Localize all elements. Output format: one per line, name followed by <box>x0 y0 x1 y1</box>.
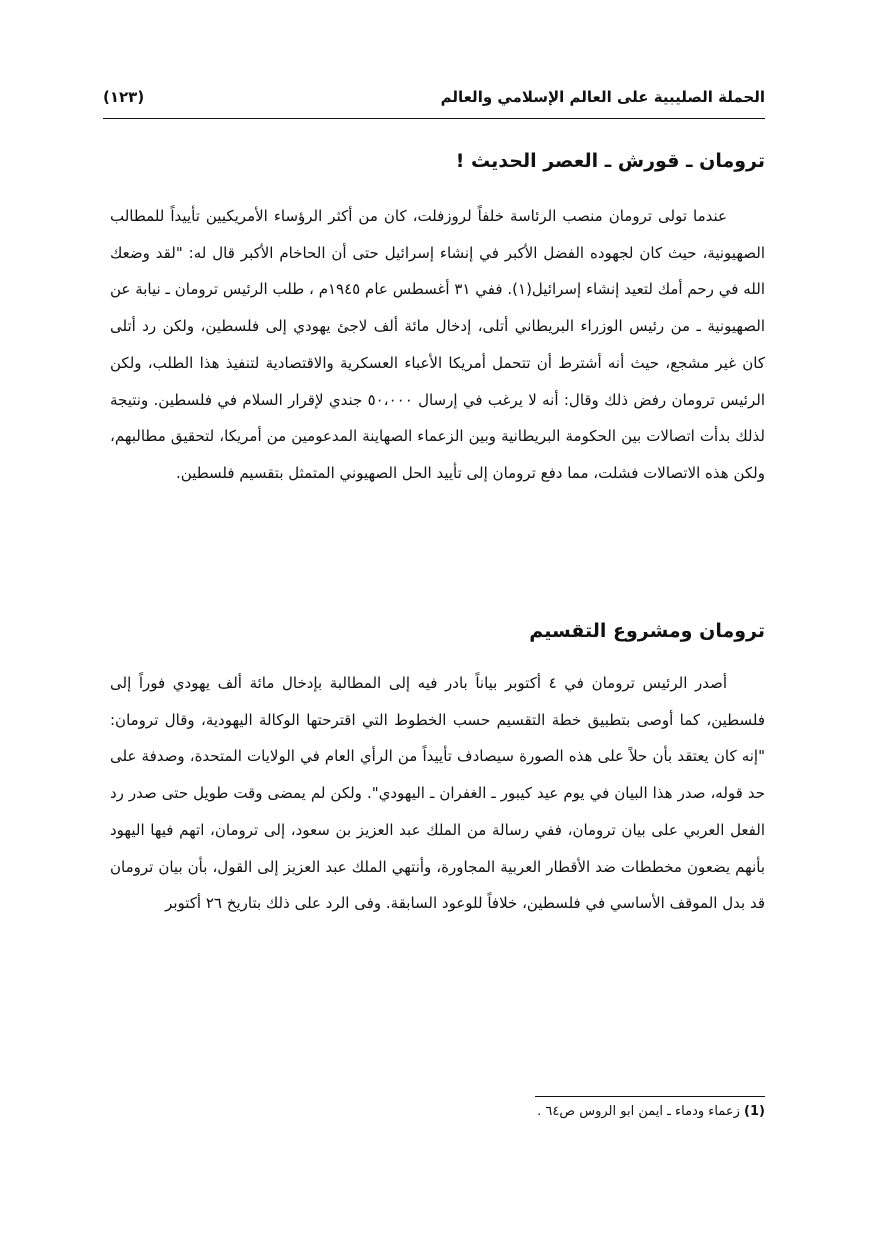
body-paragraph: عندما تولى ترومان منصب الرئاسة خلفاً لروزفلت، كان من أكثر الرؤساء الأمريكيين تأييداً للمطالب الصهيونية، حيث كان لجهوده الفضل الأكبر في إنشاء إسرائيل حتى أن الحاخام الأكبر قال له: "لقد وضعك الله في رحم أمك لتعيد إنشاء إسرائيل(١). ففي ٣١ أغسطس عام ١٩٤٥م ، طلب الرئيس ترومان ـ نيابة عن الصهيونية ـ من رئيس الوزراء البريطاني أتلى، إدخال مائة ألف لاجئ يهودي إلى فلسطين، ولكن رد أتلى كان غير مشجع، حيث أنه أشترط أن تتحمل أمريكا الأعباء العسكرية والاقتصادية لتنفيذ هذا الطلب، ولكن الرئيس ترومان رفض ذلك وقال: أنه لا يرغب في إرسال ٥٠،٠٠٠ جندي لإقرار السلام في فلسطين. ونتيجة لذلك بدأت اتصالات بين الحكومة البريطانية وبين الزعماء الصهاينة المدعومين من أمريكا، لتحقيق مطالبهم، ولكن هذه الاتصالات فشلت، مما دفع ترومان إلى تأييد الحل الصهيوني المتمثل بتقسيم فلسطين. <box>110 207 765 482</box>
page-number: (١٢٣) <box>103 88 145 106</box>
section-body-partition-plan <box>110 665 765 922</box>
section-heading-truman-cyrus: ترومان ـ قورش ـ العصر الحديث ! <box>455 150 765 172</box>
footnote-text: زعماء ودماء ـ ايمن ابو الروس ص٦٤ . <box>537 1104 740 1119</box>
footnote-divider <box>535 1096 765 1097</box>
footnote-marker: (1) <box>744 1104 765 1119</box>
footnote <box>110 1104 765 1119</box>
section-body-truman-cyrus <box>110 198 765 492</box>
running-title: الحملة الصليبية على العالم الإسلامي والعالم <box>440 88 765 106</box>
section-heading-partition-plan: ترومان ومشروع التقسيم <box>529 620 765 642</box>
page-header <box>103 86 765 119</box>
body-paragraph: أصدر الرئيس ترومان في ٤ أكتوبر بياناً بادر فيه إلى المطالبة بإدخال مائة ألف يهودي فوراً إلى فلسطين، كما أوصى بتطبيق خطة التقسيم حسب الخطوط التي اقترحتها الوكالة اليهودية، وقال ترومان: "إنه كان يعتقد بأن حلاً على هذه الصورة سيصادف تأييداً من الرأي العام في الولايات المتحدة، وصدفة على حد قوله، صدر هذا البيان في يوم عيد كيبور ـ الغفران ـ اليهودي". ولكن لم يمضى وقت طويل حتى صدر رد الفعل العربي على بيان ترومان، ففي رسالة من الملك عبد العزيز بن سعود، إلى ترومان، اتهم فيها اليهود بأنهم يضعون مخططات ضد الأقطار العربية المجاورة، وأنتهي الملك عبد العزيز إلى القول، بأن بيان ترومان قد بدل الموقف الأساسي في فلسطين، خلافاً للوعود السابقة. وفى الرد على ذلك بتاريخ ٢٦ أكتوبر <box>110 674 765 913</box>
